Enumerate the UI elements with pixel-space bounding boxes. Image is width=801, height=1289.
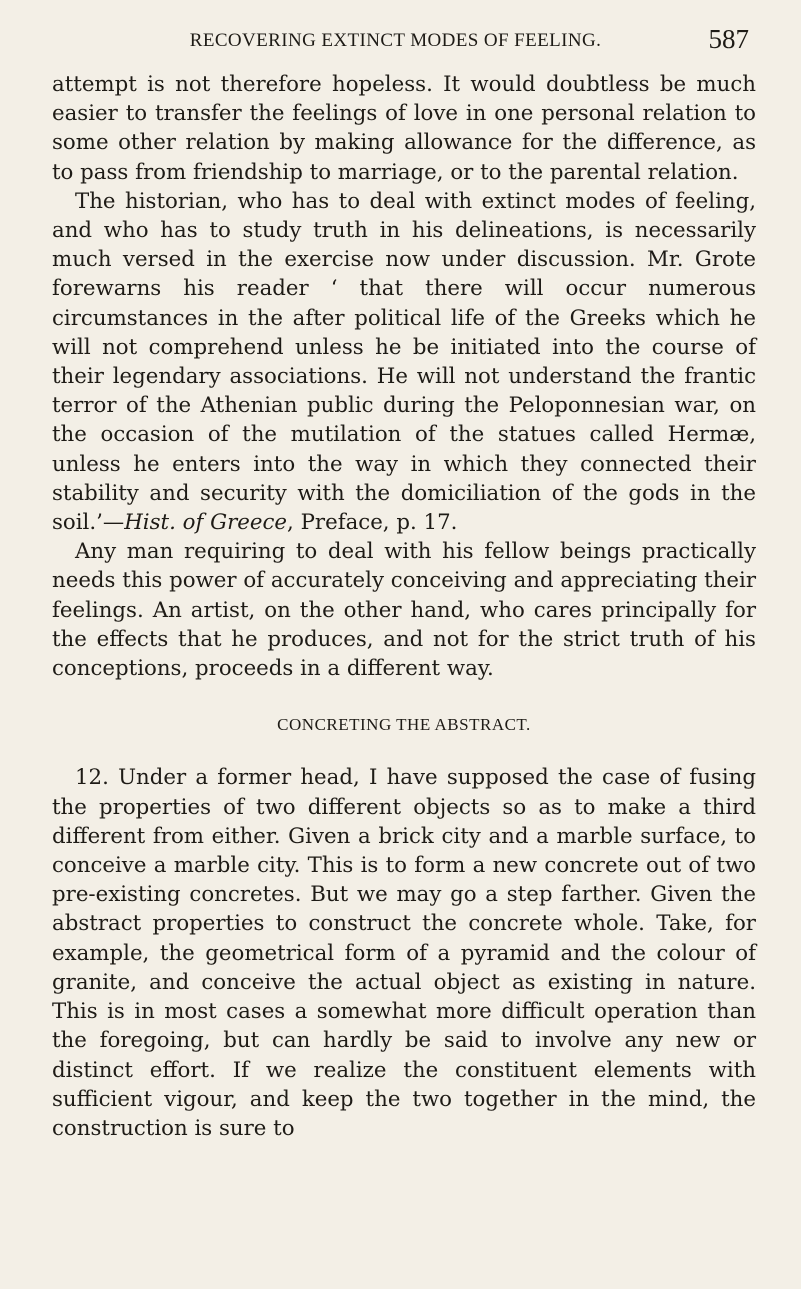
book-title-citation: Hist. of Greece	[124, 510, 288, 536]
running-title: RECOVERING EXTINCT MODES OF FEELING.	[189, 30, 602, 51]
page-number: 587	[708, 24, 749, 54]
section-heading: CONCRETING THE ABSTRACT.	[277, 715, 531, 735]
citation-tail: , Preface, p. 17.	[287, 510, 458, 536]
paragraph-continuation: attempt is not therefore hopeless. It would doubtless be much easier to transfer the feelings of love in one personal relation to some other relation by making allowance for the difference, as to pass from friendship to marriage, or to the parental relation.	[52, 72, 756, 185]
running-head	[42, 24, 749, 58]
paragraph-section-12: 12. Under a former head, I have supposed the case of fusing the properties of two different objects so as to make a third different from either. Given a brick city and a marble surface, to conceive a marble city. This is to form a new concrete out of two pre-existing concretes. But we may go a step farther. Given the abstract properties to construct the concrete whole. Take, for example, the geometrical form of a pyramid and the colour of granite, and conceive the actual object as existing in nature. This is in most cases a somewhat more difficult operation than the foregoing, but can hardly be said to involve any new or distinct effort. If we realize the constituent elements with sufficient vigour, and keep the two together in the mind, the construction is sure to	[52, 765, 756, 1141]
paragraph-historian-text: The historian, who has to deal with extinct modes of feeling, and who has to study truth in his delineations, is necessarily much versed in the exercise now under discussion. Mr. Grote forewarns his reader ‘ that there will occur numerous circumstances in the after political life of the Greeks which he will not comprehend unless he be initiated into the course of their legendary associations. He will not understand the frantic terror of the Athenian public during the Peloponnesian war, on the occasion of the mutilation of the statues called Hermæ, unless he enters into the way in which they connected their stability and security with the domiciliation of the gods in the soil.’—	[52, 188, 756, 536]
paragraph-artist: Any man requiring to deal with his fellow beings practically needs this power of accurately conceiving and appreciating their feelings. An artist, on the other hand, who cares principally for the effects that he produces, and not for the strict truth of his conceptions, proceeds in a different way.	[52, 539, 756, 682]
paragraph-historian	[52, 187, 756, 537]
body-text	[52, 70, 756, 1143]
